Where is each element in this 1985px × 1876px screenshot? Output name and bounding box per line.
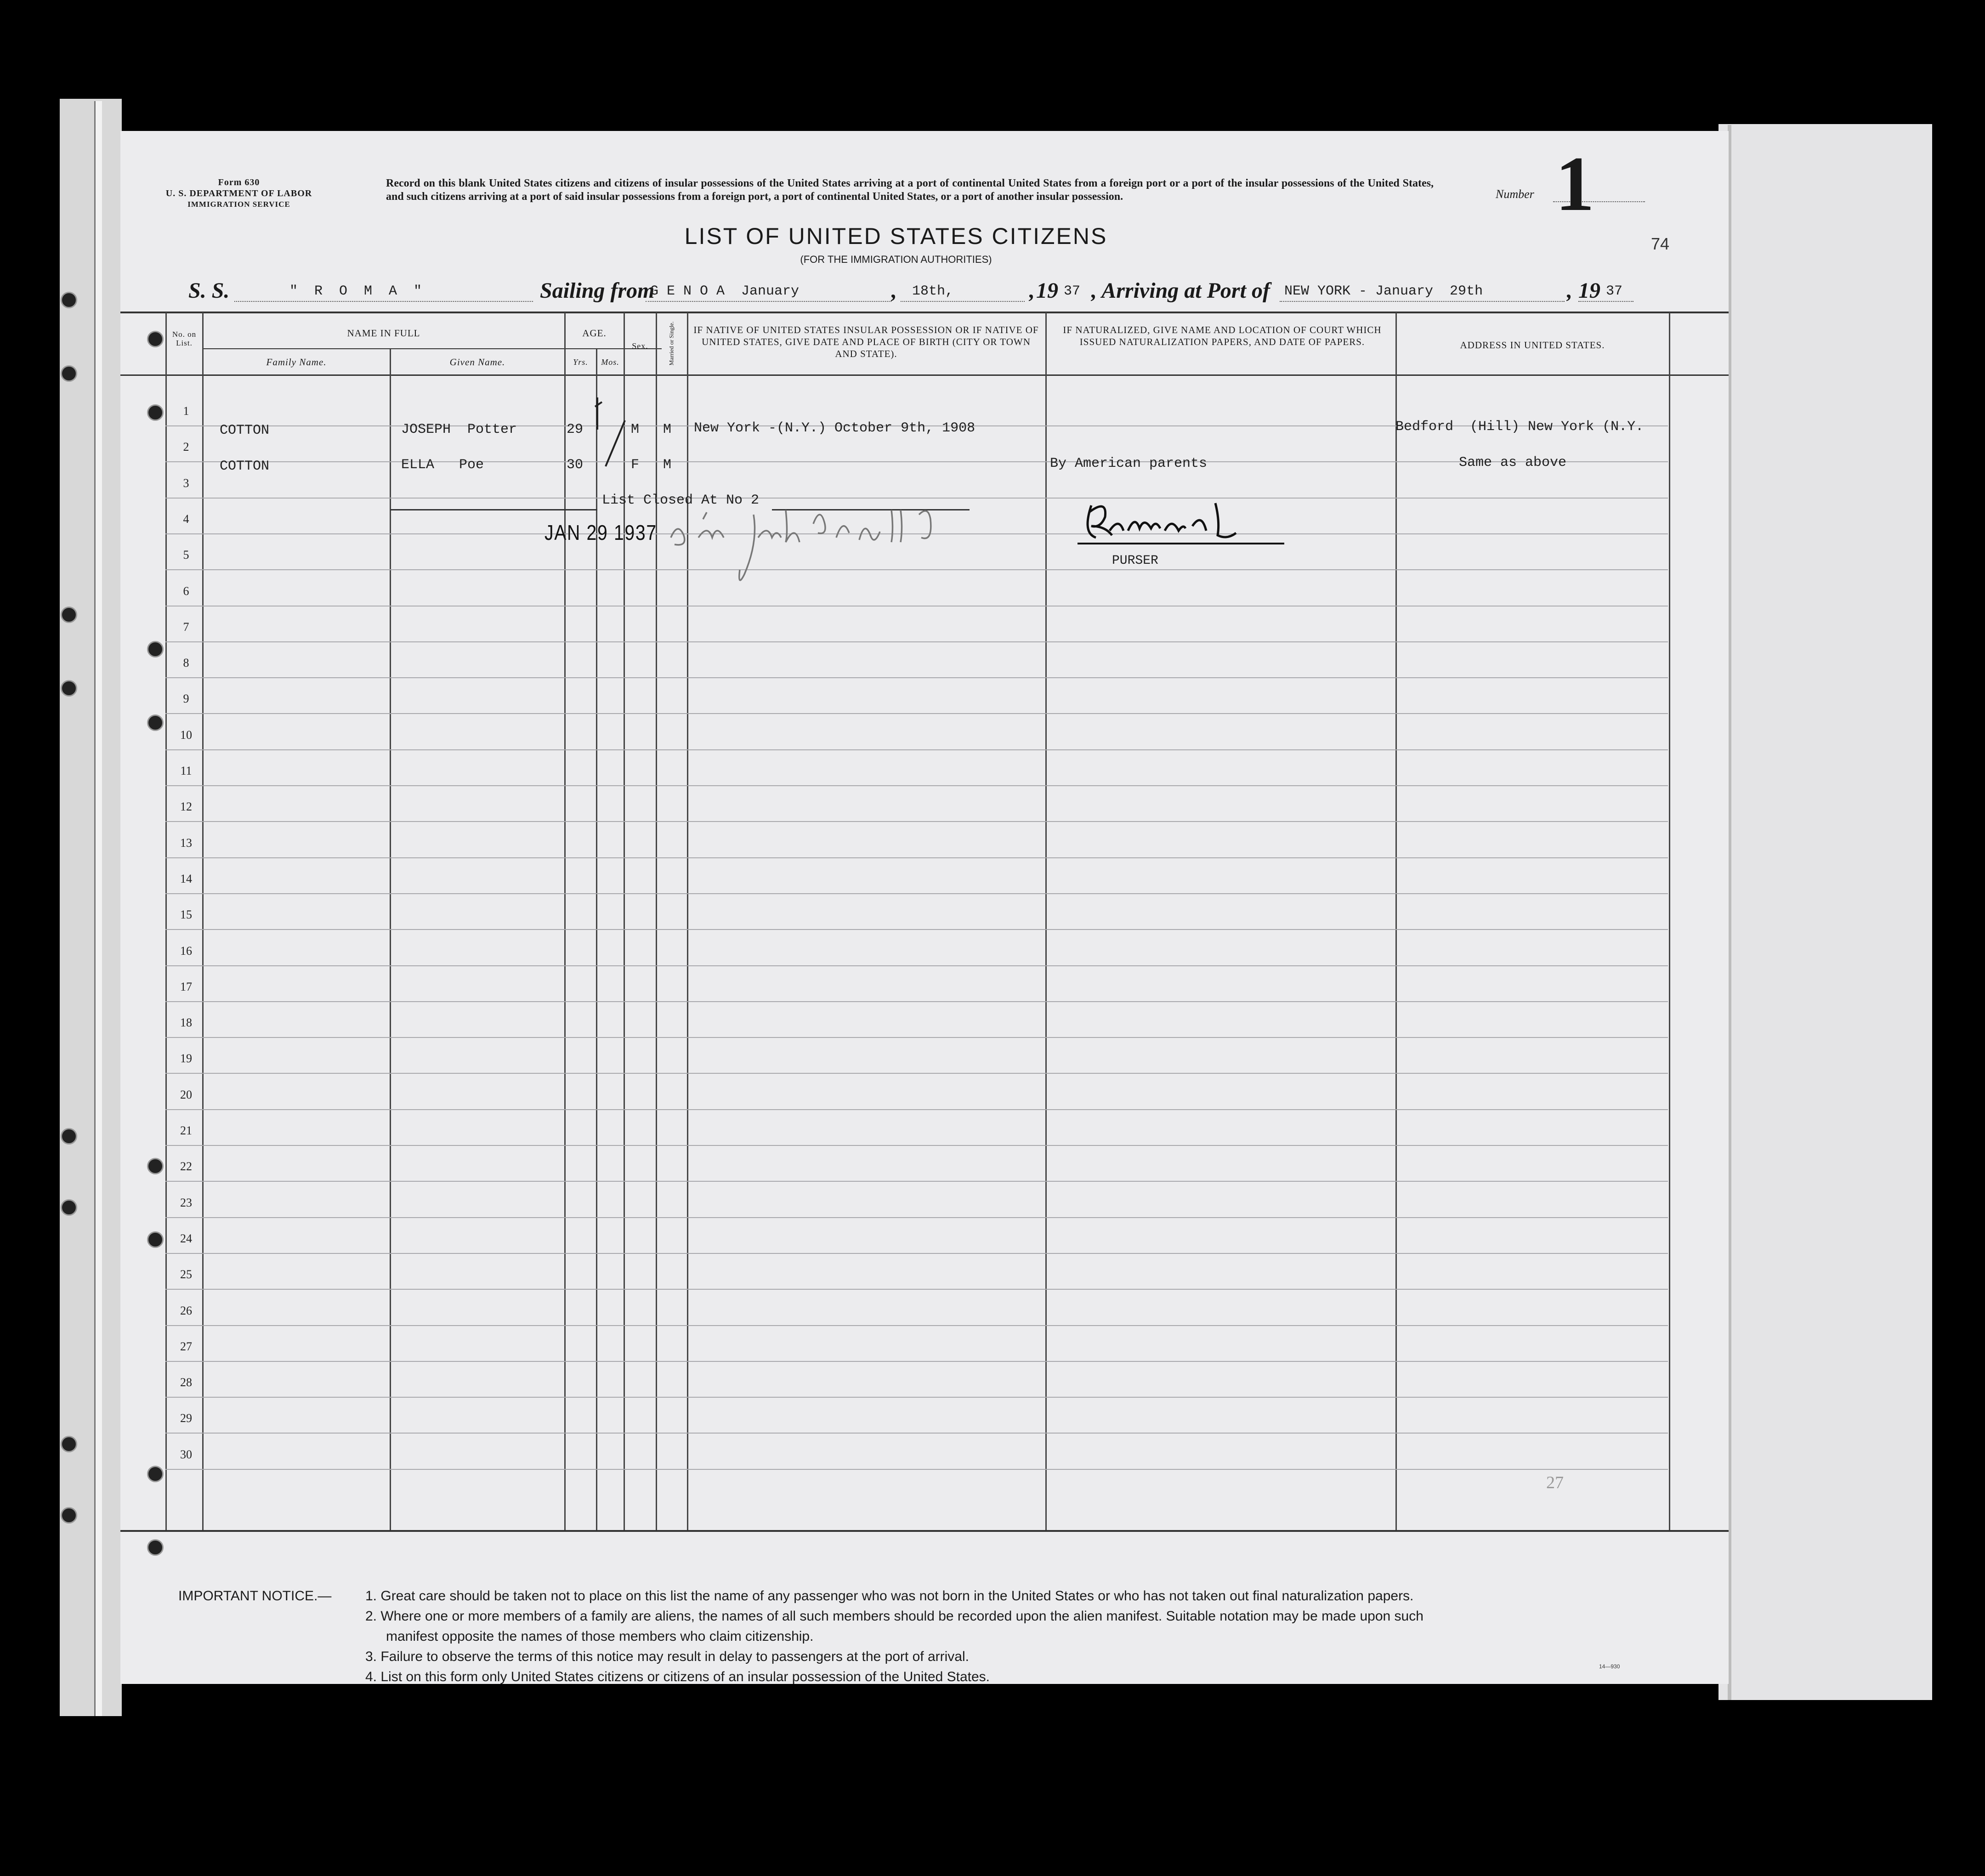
binder-hole — [61, 292, 77, 308]
form-title: LIST OF UNITED STATES CITIZENS — [684, 223, 1108, 249]
row-number: 6 — [183, 584, 189, 598]
stamp-number: 74 — [1651, 234, 1670, 253]
row-number: 8 — [183, 656, 189, 670]
departure-day: 18th, — [912, 283, 954, 299]
col-header-sex: Sex. — [632, 341, 648, 351]
binder-hole — [61, 1436, 77, 1452]
col-rule — [1045, 312, 1047, 1530]
col-header-naturalized: IF NATURALIZED, GIVE NAME AND LOCATION OF COURT WHICH ISSUED NATURALIZATION PAPERS, AND DATE OF PAPERS. — [1063, 324, 1382, 347]
col-header-name: NAME IN FULL — [347, 328, 420, 339]
row-number: 28 — [180, 1376, 192, 1389]
row-number: 11 — [180, 764, 192, 777]
binder-hole — [147, 331, 164, 347]
row-rule — [165, 1001, 1668, 1002]
notice-item-4: 4. List on this form only United States citizens or citizens of an insular possession of the United States. — [365, 1669, 990, 1684]
row-rule — [165, 1037, 1668, 1038]
binder-hole — [147, 714, 164, 731]
row-number: 5 — [183, 548, 189, 562]
col-header-family: Family Name. — [266, 357, 327, 368]
departure-year: 37 — [1064, 283, 1081, 299]
row-number: 7 — [183, 620, 189, 634]
row-rule — [165, 893, 1668, 894]
row-rule — [165, 1181, 1668, 1182]
col-header-married-wrap — [658, 322, 684, 372]
passenger-1-family: COTTON — [220, 423, 270, 438]
row-number: 20 — [180, 1088, 192, 1101]
col-header-yrs: Yrs. — [573, 357, 588, 367]
row-number: 10 — [180, 728, 192, 742]
name-subheader-rule — [202, 348, 662, 349]
row-rule — [165, 1253, 1668, 1254]
row-rule — [165, 461, 1668, 462]
binder-hole — [61, 1199, 77, 1216]
service: IMMIGRATION SERVICE — [187, 200, 290, 209]
row-rule — [165, 821, 1668, 822]
col-rule — [1395, 312, 1397, 1530]
passenger-2-naturalized: By American parents — [1050, 456, 1208, 471]
arrival-date-stamp: JAN 29 1937 — [544, 521, 657, 544]
binder-hole — [147, 1158, 164, 1174]
binder-hole — [61, 680, 77, 697]
row-rule — [165, 498, 1668, 499]
inspector-signature — [662, 505, 1066, 616]
row-number: 22 — [180, 1160, 192, 1173]
row-number: 17 — [180, 980, 192, 993]
notice-label: IMPORTANT NOTICE.— — [178, 1588, 332, 1604]
notice-item-1: 1. Great care should be taken not to place on this list the name of any passenger who was not born in the United States or who has not taken out final naturalization papers. — [365, 1588, 1414, 1604]
notice-item-3: 3. Failure to observe the terms of this notice may result in delay to passengers at the port of arrival. — [365, 1649, 969, 1664]
binding-edge — [94, 101, 102, 1716]
binder-hole — [147, 1466, 164, 1482]
arrival-port: NEW YORK - January 29th — [1284, 283, 1483, 299]
binder-hole — [61, 365, 77, 382]
row-rule — [165, 1361, 1668, 1362]
row-rule — [165, 1289, 1668, 1290]
list-number: 1 — [1555, 141, 1594, 227]
purser-signature — [1078, 499, 1284, 554]
form-id-block — [152, 177, 326, 210]
passenger-2-sex: F — [631, 457, 640, 473]
binder-hole — [61, 606, 77, 623]
row-rule — [165, 1397, 1668, 1398]
col-header-age: AGE. — [582, 328, 607, 339]
col-rule — [390, 349, 391, 1530]
ship-name: " R O M A " — [289, 283, 422, 299]
row-rule — [165, 1217, 1668, 1218]
passenger-2-address: Same as above — [1459, 455, 1567, 470]
age-pencil-mark — [570, 393, 630, 471]
row-number: 25 — [180, 1268, 192, 1281]
row-rule — [165, 1073, 1668, 1074]
row-number: 21 — [180, 1124, 192, 1137]
department: U. S. DEPARTMENT OF LABOR — [165, 188, 312, 198]
purser-label: PURSER — [1112, 554, 1158, 568]
row-number: 29 — [180, 1411, 192, 1425]
arriving-label: , Arriving at Port of — [1091, 278, 1270, 303]
col-header-birth: IF NATIVE OF UNITED STATES INSULAR POSSESSION OR IF NATIVE OF UNITED STATES, GIVE DATE AND PLACE OF BIRTH (CITY OR TOWN AND STATE). — [693, 324, 1039, 359]
table-bottom-border — [120, 1530, 1729, 1532]
ss-label: S. S. — [188, 278, 230, 303]
list-closed-note: List Closed At No 2 — [602, 493, 760, 508]
passenger-1-married: M — [663, 422, 672, 437]
col-rule — [202, 312, 204, 1530]
row-number: 13 — [180, 836, 192, 850]
passenger-2-married: M — [663, 457, 672, 473]
col-header-married: Married or Single. — [668, 322, 675, 366]
year-prefix-1: 19 — [1036, 278, 1058, 303]
row-number: 15 — [180, 908, 192, 922]
binder-hole — [147, 404, 164, 421]
notice-item-2-cont: manifest opposite the names of those members who claim citizenship. — [386, 1629, 814, 1644]
passenger-1-address: Bedford (Hill) New York (N.Y. — [1395, 419, 1644, 435]
sailing-label: Sailing from — [540, 278, 655, 303]
form-number: Form 630 — [218, 177, 260, 187]
row-number: 4 — [183, 512, 189, 526]
col-header-no: No. on List. — [172, 330, 197, 347]
form-subtitle: (FOR THE IMMIGRATION AUTHORITIES) — [800, 254, 992, 265]
row-rule — [165, 965, 1668, 966]
arrival-year: 37 — [1606, 283, 1623, 299]
row-number: 14 — [180, 872, 192, 885]
departure-line — [646, 301, 891, 302]
adjacent-sheet — [1718, 124, 1932, 1700]
row-number: 19 — [180, 1052, 192, 1066]
row-rule — [165, 749, 1668, 750]
row-rule — [165, 1433, 1668, 1434]
arrival-line — [1280, 301, 1565, 302]
header-bottom-border — [120, 374, 1729, 376]
row-number: 16 — [180, 944, 192, 958]
row-rule — [165, 1469, 1668, 1470]
row-number: 12 — [180, 800, 192, 814]
departure-port: G E N O A January — [650, 283, 800, 299]
passenger-2-given: ELLA Poe — [401, 457, 484, 473]
row-rule — [165, 1109, 1668, 1110]
year-prefix-2: 19 — [1578, 278, 1600, 303]
row-rule — [165, 785, 1668, 786]
passenger-1-sex: M — [631, 422, 640, 437]
col-header-given: Given Name. — [449, 357, 505, 368]
binder-hole — [147, 641, 164, 657]
binder-hole — [147, 1539, 164, 1556]
page-mark: 27 — [1546, 1473, 1564, 1492]
col-rule — [165, 312, 167, 1530]
row-number: 1 — [183, 404, 189, 418]
ship-line — [234, 301, 533, 302]
passenger-1-yrs: 29 — [567, 422, 584, 437]
table-top-border — [120, 312, 1729, 313]
col-header-mos: Mos. — [601, 357, 619, 367]
row-rule — [165, 713, 1668, 714]
col-header-address: ADDRESS IN UNITED STATES. — [1460, 340, 1605, 351]
row-rule — [165, 929, 1668, 930]
row-number: 27 — [180, 1339, 192, 1353]
col-rule — [564, 312, 566, 1530]
col-rule — [1669, 312, 1670, 1530]
row-rule — [165, 1145, 1668, 1146]
notice-item-2: 2. Where one or more members of a family are aliens, the names of all such members should be recorded upon the alien manifest. Suitable notation may be made upon such — [365, 1609, 1424, 1624]
backing-board — [60, 99, 122, 1716]
departure-day-line — [901, 301, 1025, 302]
row-number: 24 — [180, 1231, 192, 1245]
row-number: 26 — [180, 1304, 192, 1317]
form-instructions: Record on this blank United States citizens and citizens of insular possessions of the United States arriving at a port of continental United States from a foreign port or a port of the insular possessions of the United States, and such citizens arriving at a port of said insular possessions from a foreign port, a port of continental United States, or a port of another insular possession. — [386, 177, 1434, 203]
row-number: 30 — [180, 1447, 192, 1461]
passenger-2-yrs: 30 — [567, 457, 584, 473]
number-label: Number — [1496, 187, 1534, 201]
row-rule — [165, 677, 1668, 678]
arrival-year-line — [1578, 301, 1633, 302]
row-number: 23 — [180, 1196, 192, 1209]
form-code: 14—930 — [1599, 1663, 1620, 1670]
row-number: 9 — [183, 692, 189, 706]
binder-hole — [61, 1507, 77, 1524]
binder-hole — [147, 1231, 164, 1248]
binder-hole — [61, 1128, 77, 1145]
passenger-2-family: COTTON — [220, 459, 270, 474]
row-rule — [165, 857, 1668, 858]
passenger-1-birth: New York -(N.Y.) October 9th, 1908 — [694, 420, 975, 436]
row-number: 3 — [183, 476, 189, 490]
given-closing-line — [391, 509, 597, 510]
row-number: 18 — [180, 1016, 192, 1030]
row-rule — [165, 1325, 1668, 1326]
row-number: 2 — [183, 440, 189, 454]
passenger-1-given: JOSEPH Potter — [401, 422, 517, 437]
row-rule — [165, 641, 1668, 642]
